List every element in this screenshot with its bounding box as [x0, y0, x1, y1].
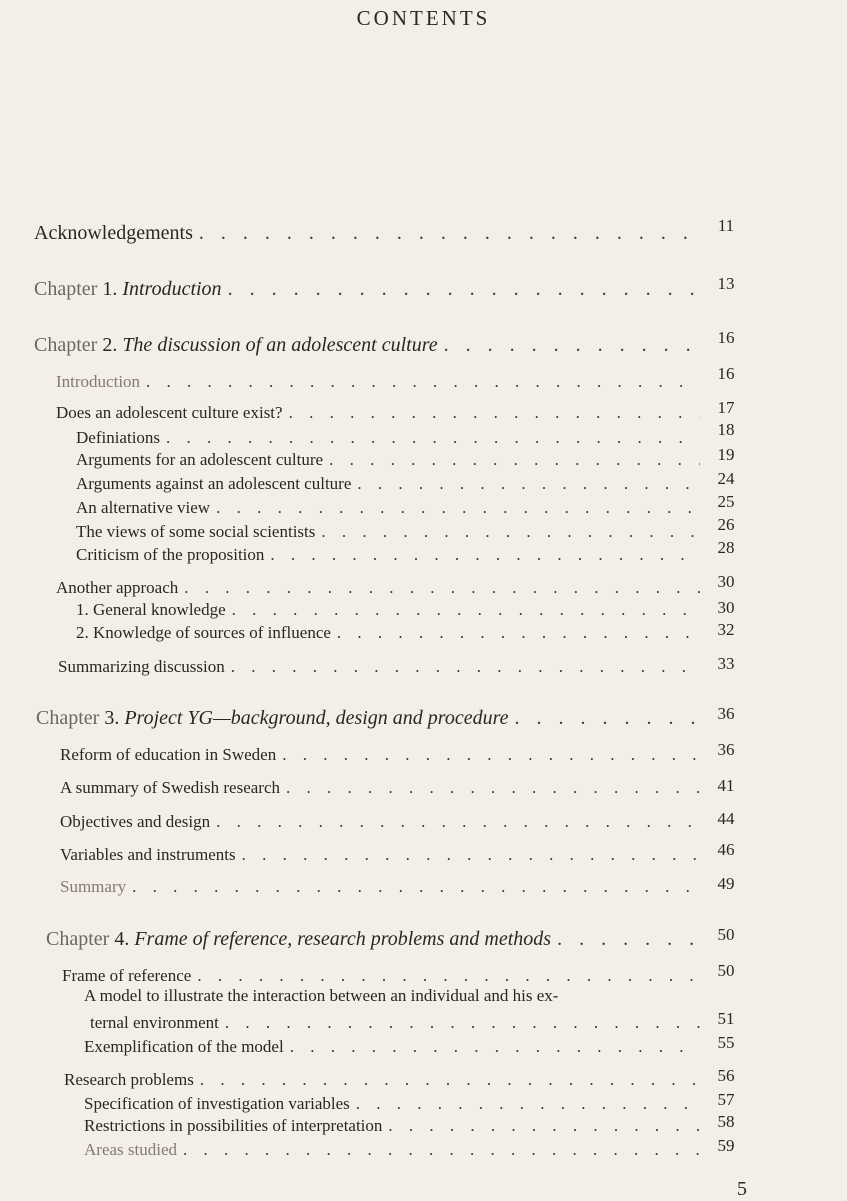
toc-page-number: 19 — [717, 445, 735, 464]
toc-page-number: 16 — [717, 328, 735, 347]
leader-dots — [337, 623, 700, 643]
toc-entry-label: An alternative view — [76, 498, 211, 517]
leader-dots — [225, 1013, 700, 1033]
toc-page-number: 59 — [717, 1136, 735, 1155]
leader-dots — [321, 522, 700, 542]
leader-dots — [388, 1116, 700, 1136]
leader-dots — [197, 966, 700, 986]
toc-entry-label: Summary — [60, 877, 127, 896]
toc-entry-label: A summary of Swedish research — [60, 778, 281, 797]
toc-page-number: 26 — [717, 515, 735, 534]
toc-page-number: 57 — [717, 1090, 735, 1109]
toc-subsection — [76, 428, 706, 448]
chapter-title: Introduction — [122, 278, 222, 300]
page-folio-number: 5 — [737, 1178, 747, 1200]
toc-entry-label: Criticism of the proposition — [76, 545, 265, 564]
toc-page-number: 49 — [717, 874, 735, 893]
leader-dots — [216, 812, 700, 832]
chapter-title: The discussion of an adolescent culture — [122, 334, 438, 356]
chapter-title: Project YG—background, design and procedure — [124, 707, 509, 729]
toc-page-number: 55 — [717, 1033, 735, 1052]
toc-entry-label: Variables and instruments — [60, 845, 236, 864]
toc-entry-label: Another approach — [56, 578, 179, 597]
toc-entry-label: 2. Knowledge of sources of influence — [76, 623, 331, 642]
toc-entry-label: Areas studied — [84, 1140, 178, 1159]
leader-dots — [231, 657, 700, 677]
toc-entry-label: ternal environment — [90, 1013, 219, 1032]
toc-page-number: 56 — [717, 1066, 735, 1085]
toc-page-number: 25 — [717, 492, 735, 511]
toc-page-number: 30 — [717, 598, 735, 617]
toc-page-number: 36 — [717, 704, 735, 723]
toc-page-number: 41 — [717, 776, 735, 795]
leader-dots — [228, 278, 700, 301]
toc-section — [56, 578, 706, 598]
chapter-word: Chapter — [46, 928, 110, 950]
chapter-number: 1. — [102, 278, 118, 300]
toc-page-number: 46 — [717, 840, 735, 859]
toc-subsection-wrapped-line: A model to illustrate the interaction between an individual and his ex- — [84, 986, 559, 1005]
toc-section — [56, 403, 706, 423]
toc-page-number: 33 — [717, 654, 735, 673]
leader-dots — [286, 778, 700, 798]
toc-section — [58, 657, 706, 677]
chapter-number: 2. — [102, 334, 118, 356]
leader-dots — [216, 498, 700, 518]
toc-page-number: 51 — [717, 1009, 735, 1028]
toc-section — [60, 845, 706, 865]
toc-section — [60, 877, 706, 897]
leader-dots — [282, 745, 700, 765]
leader-dots — [270, 545, 700, 565]
toc-entry-label: Introduction — [56, 372, 141, 391]
toc-subsection — [76, 623, 706, 643]
leader-dots — [290, 1037, 700, 1057]
toc-page-number: 24 — [717, 469, 735, 488]
toc-page-number: 16 — [717, 364, 735, 383]
chapter-number: 3. — [104, 707, 120, 729]
toc-subsection — [76, 522, 706, 542]
toc-entry-acknowledgements — [34, 222, 706, 245]
toc-page-number: 58 — [717, 1112, 735, 1131]
leader-dots — [444, 334, 700, 357]
toc-page-number: 11 — [717, 216, 735, 235]
toc-subsection — [76, 498, 706, 518]
toc-page-number: 32 — [717, 620, 735, 639]
leader-dots — [232, 600, 700, 620]
leader-dots — [242, 845, 700, 865]
toc-entry-label: Arguments against an adolescent culture — [76, 474, 352, 493]
toc-subsection — [76, 450, 706, 470]
toc-entry-label: Objectives and design — [60, 812, 211, 831]
toc-page-number: 36 — [717, 740, 735, 759]
toc-chapter-3 — [36, 707, 706, 730]
leader-dots — [184, 578, 700, 598]
leader-dots — [146, 372, 700, 392]
chapter-title: Frame of reference, research problems and methods — [134, 928, 552, 950]
toc-subsection — [90, 1013, 706, 1033]
toc-entry-label: Exemplification of the model — [84, 1037, 284, 1056]
chapter-word: Chapter — [34, 334, 98, 356]
toc-entry-label: Specification of investigation variables — [84, 1094, 350, 1113]
leader-dots — [183, 1140, 700, 1160]
chapter-number: 4. — [114, 928, 130, 950]
toc-section — [62, 966, 706, 986]
toc-section — [64, 1070, 706, 1090]
toc-subsection — [84, 1116, 706, 1136]
leader-dots — [132, 877, 700, 897]
toc-chapter-4 — [46, 928, 706, 951]
toc-entry-label: Arguments for an adolescent culture — [76, 450, 324, 469]
toc-subsection — [76, 474, 706, 494]
toc-page-number: 44 — [717, 809, 735, 828]
chapter-word: Chapter — [36, 707, 100, 729]
leader-dots — [199, 222, 700, 245]
toc-section — [60, 812, 706, 832]
toc-entry-label: Does an adolescent culture exist? — [56, 403, 283, 422]
toc-chapter-2 — [34, 334, 706, 357]
toc-entry-label: Definiations — [76, 428, 161, 447]
toc-section — [60, 745, 706, 765]
toc-page-number: 30 — [717, 572, 735, 591]
toc-subsection — [84, 1094, 706, 1114]
toc-entry-label: Acknowledgements — [34, 222, 193, 244]
chapter-word: Chapter — [34, 278, 98, 300]
toc-page-number: 50 — [717, 961, 735, 980]
toc-page-number: 18 — [717, 420, 735, 439]
toc-subsection — [84, 1037, 706, 1057]
leader-dots — [356, 1094, 700, 1114]
toc-entry-label: The views of some social scientists — [76, 522, 316, 541]
toc-section — [60, 778, 706, 798]
toc-entry-label: Frame of reference — [62, 966, 192, 985]
toc-page-number: 28 — [717, 538, 735, 557]
toc-subsection — [84, 1140, 706, 1160]
toc-page-number: 13 — [717, 274, 735, 293]
toc-page-number: 50 — [717, 925, 735, 944]
leader-dots — [329, 450, 700, 470]
leader-dots — [557, 928, 700, 951]
leader-dots — [357, 474, 700, 494]
leader-dots — [166, 428, 700, 448]
leader-dots — [200, 1070, 700, 1090]
toc-subsection — [76, 545, 706, 565]
toc-entry-label: Reform of education in Sweden — [60, 745, 277, 764]
toc-section — [56, 372, 706, 392]
toc-chapter-1 — [34, 278, 706, 301]
toc-entry-label: Research problems — [64, 1070, 194, 1089]
leader-dots — [515, 707, 700, 730]
page-title: CONTENTS — [356, 6, 491, 30]
toc-page-number: 17 — [717, 398, 735, 417]
toc-subsection — [76, 600, 706, 620]
leader-dots — [289, 403, 700, 423]
toc-entry-label: Summarizing discussion — [58, 657, 225, 676]
toc-entry-label: 1. General knowledge — [76, 600, 226, 619]
toc-entry-label: Restrictions in possibilities of interpretation — [84, 1116, 383, 1135]
